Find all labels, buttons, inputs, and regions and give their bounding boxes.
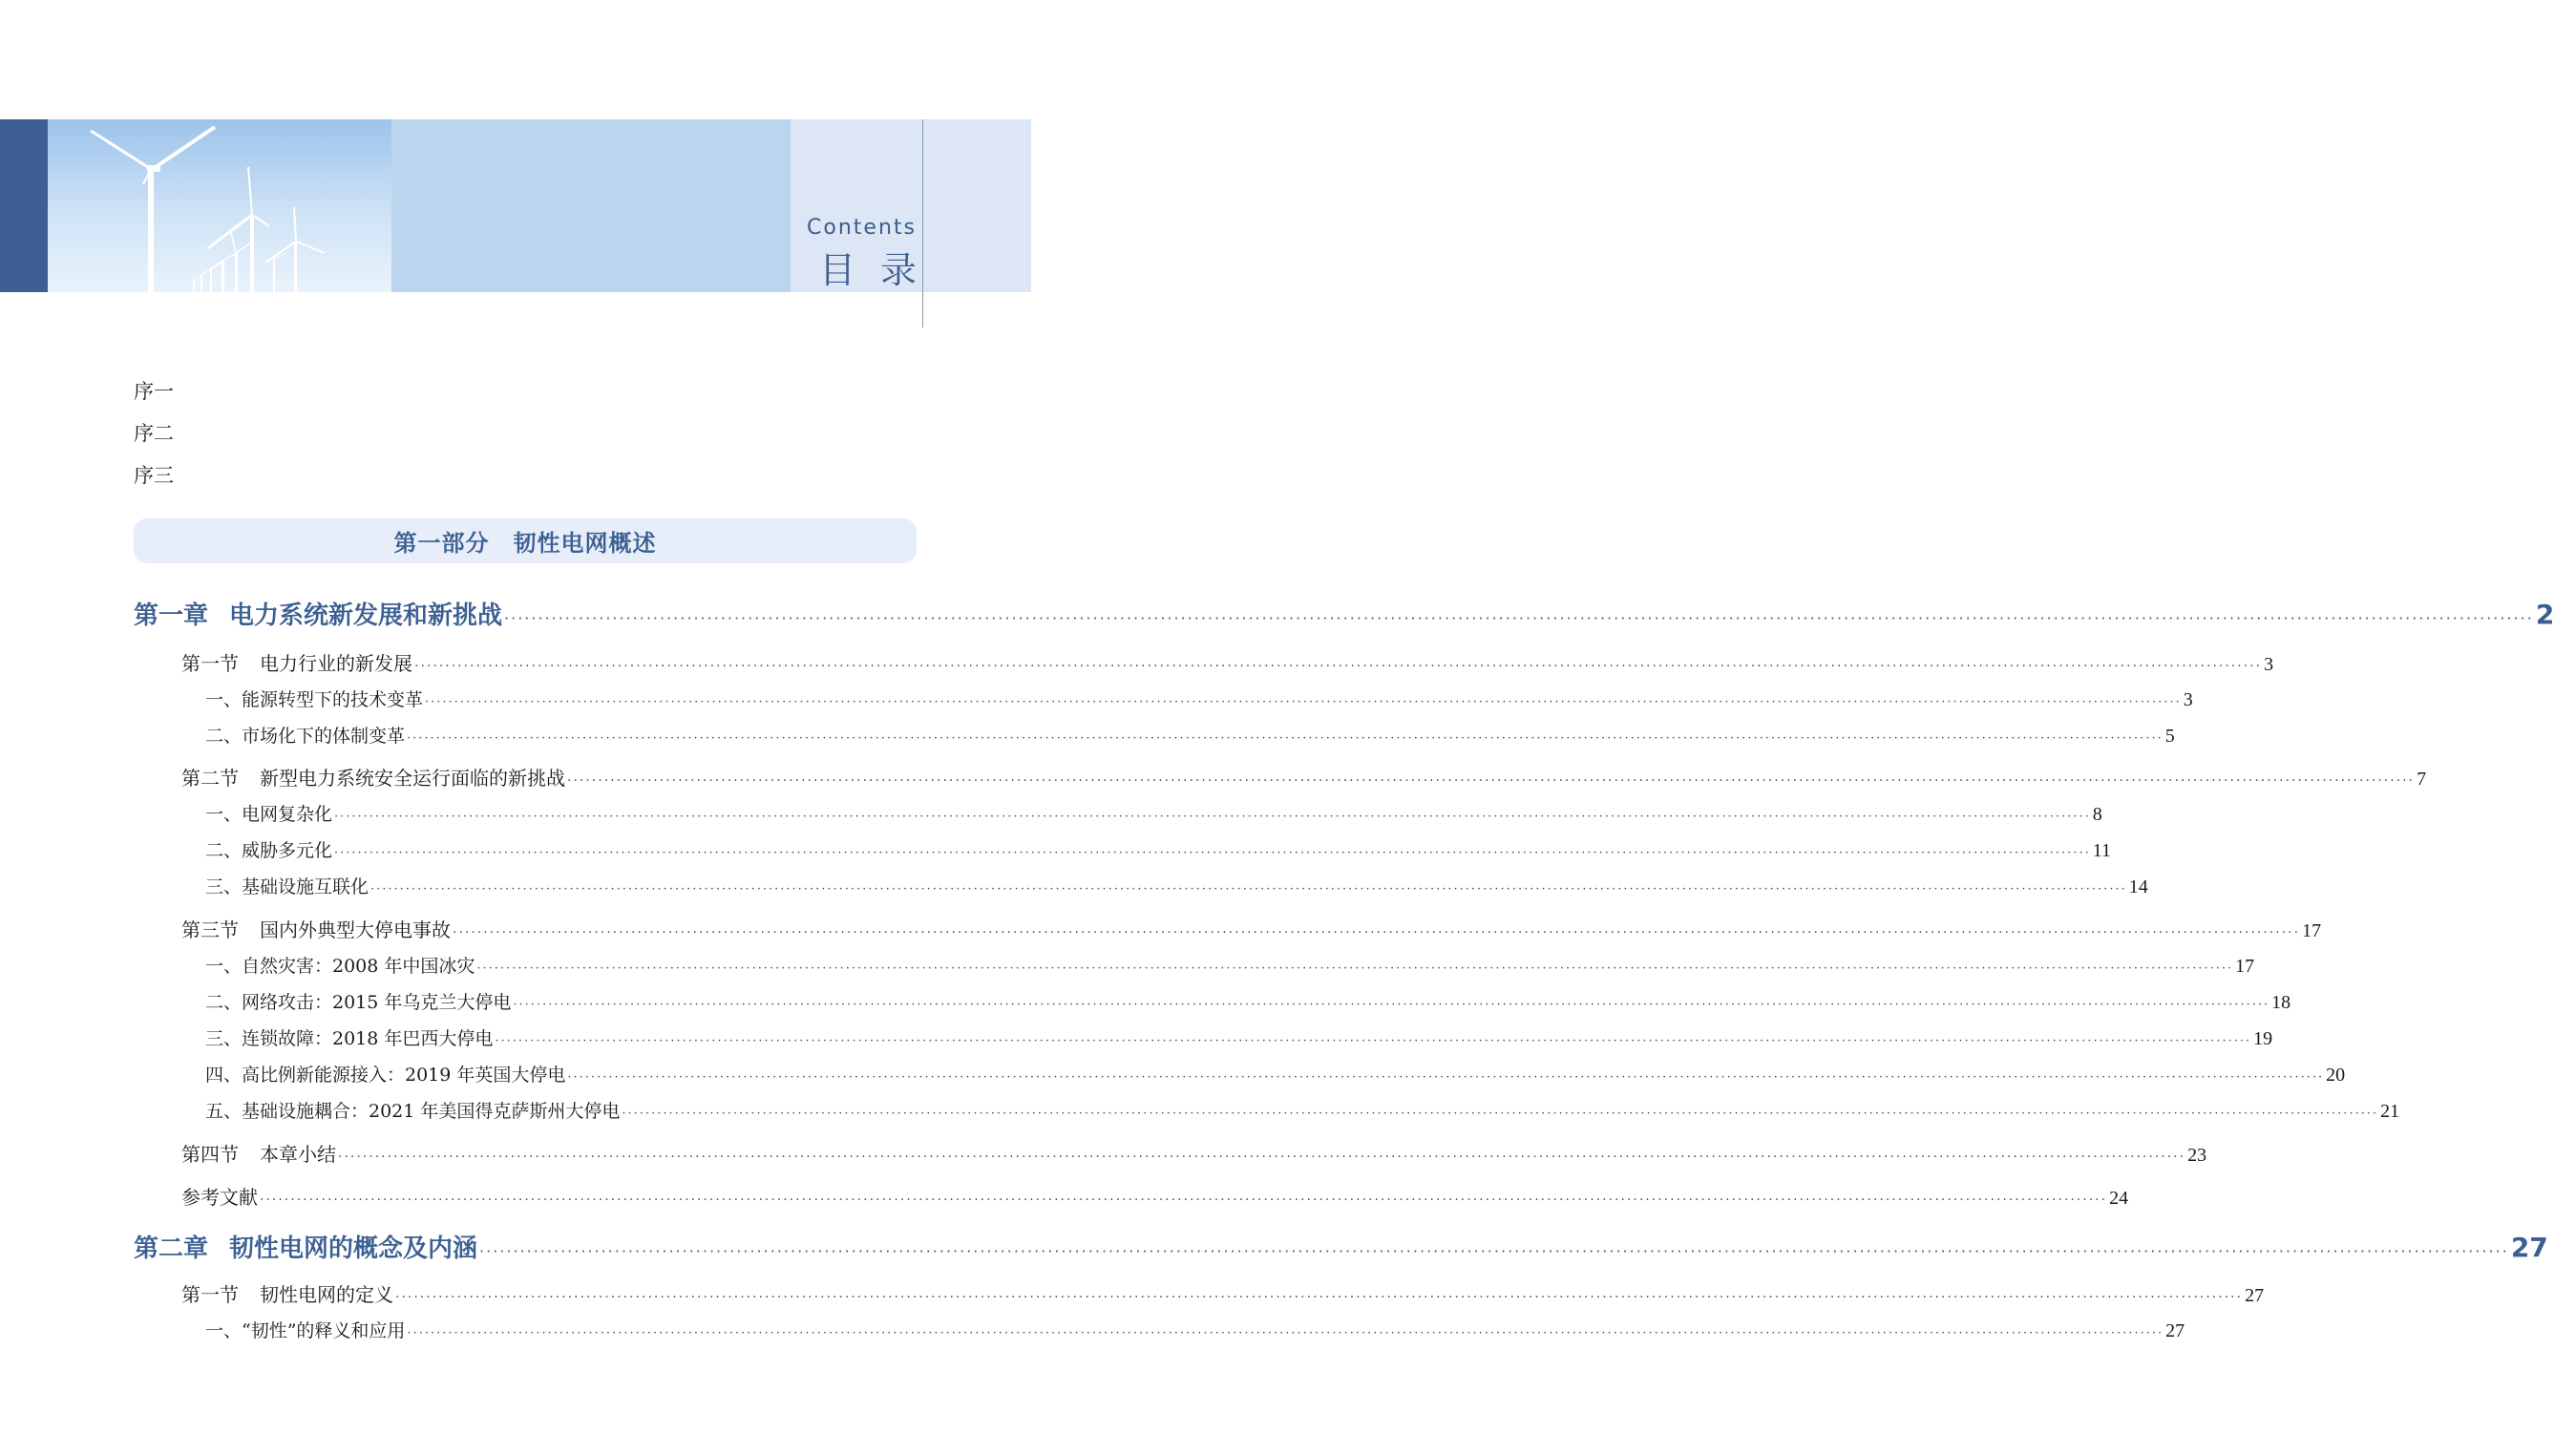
leader-dots: ············································································································································································································································································································ <box>334 810 2091 824</box>
page-number: 8 <box>2092 804 2102 825</box>
chapter-title: 电力系统新发展和新挑战 <box>229 601 503 630</box>
item-title: 二、市场化下的体制变革 <box>205 726 406 747</box>
page-number: 23 <box>2187 1145 2207 1166</box>
toc-item[interactable] <box>205 873 2148 898</box>
leader-dots: ············································································································································································································································································································ <box>407 1326 2164 1340</box>
page-number: 21 <box>2380 1101 2400 1122</box>
toc-item[interactable] <box>205 1097 2400 1123</box>
page-number: 11 <box>2092 840 2111 861</box>
toc-section[interactable] <box>181 915 2322 942</box>
toc-item[interactable] <box>205 988 2291 1014</box>
toc-chapter-2[interactable] <box>134 1229 2548 1264</box>
section-number: 第二节 <box>181 767 239 790</box>
toc-chapter-1[interactable] <box>134 596 2554 631</box>
chapter-number: 第一章 <box>134 601 209 630</box>
page-number: 7 <box>2417 769 2427 790</box>
leader-dots: ············································································································································································································································································································ <box>370 882 2127 897</box>
header-color-band <box>391 119 791 292</box>
header-divider <box>922 119 923 327</box>
section-title: 韧性电网的定义 <box>260 1283 393 1306</box>
page-number: 19 <box>2253 1028 2273 1049</box>
leader-dots: ············································································································································································································································································································ <box>479 1242 2509 1260</box>
section-number: 第一节 <box>181 652 239 675</box>
section-title: 电力行业的新发展 <box>260 652 412 675</box>
item-title: 一、自然灾害：2008 年中国冰灾 <box>205 956 475 977</box>
leader-dots: ············································································································································································································································································································ <box>504 609 2534 627</box>
page-number: 27 <box>2510 1232 2548 1263</box>
page-number: 5 <box>2164 726 2175 747</box>
leader-dots: ············································································································································································································································································································ <box>495 1034 2252 1048</box>
leader-dots: ············································································································································································································································································································ <box>425 695 2182 709</box>
page-number: 2 <box>2535 599 2554 630</box>
toc-section[interactable] <box>181 763 2427 791</box>
toc-section[interactable] <box>181 1279 2265 1307</box>
preface-2[interactable]: 序二 <box>134 422 174 445</box>
page-number: 3 <box>2264 654 2274 675</box>
leader-dots: ············································································································································································································································································································ <box>513 998 2270 1012</box>
page-number: 24 <box>2109 1188 2129 1209</box>
toc-item[interactable] <box>205 686 2193 711</box>
item-title: 二、威胁多元化 <box>205 840 333 861</box>
section-title: 参考文献 <box>181 1186 258 1209</box>
item-title: 一、电网复杂化 <box>205 804 333 825</box>
page-number: 27 <box>2165 1320 2185 1341</box>
item-title: 一、能源转型下的技术变革 <box>205 689 424 710</box>
chapter-number: 第二章 <box>134 1234 209 1263</box>
section-number: 第一节 <box>181 1283 239 1306</box>
toc-section[interactable] <box>181 648 2274 676</box>
item-title: 三、基础设施互联化 <box>205 876 369 897</box>
page-number: 3 <box>2183 689 2193 710</box>
wind-turbines-image <box>48 119 391 292</box>
part-heading <box>134 518 917 563</box>
header-color-band <box>0 119 48 292</box>
item-title: 二、网络攻击：2015 年乌克兰大停电 <box>205 992 512 1013</box>
leader-dots: ············································································································································································································································································································ <box>395 1290 2244 1305</box>
toc-item[interactable] <box>205 836 2111 862</box>
contents-title-en: Contents <box>807 216 917 240</box>
page-number: 20 <box>2326 1065 2346 1086</box>
item-title: 三、连锁故障：2018 年巴西大停电 <box>205 1028 494 1049</box>
toc-item[interactable] <box>205 1061 2346 1087</box>
toc-references[interactable] <box>181 1182 2129 1210</box>
leader-dots: ············································································································································································································································································································ <box>567 773 2416 789</box>
toc-item[interactable] <box>205 1024 2273 1050</box>
section-number: 第三节 <box>181 918 239 941</box>
leader-dots: ············································································································································································································································································································ <box>414 659 2263 674</box>
section-title: 本章小结 <box>260 1143 336 1166</box>
leader-dots: ············································································································································································································································································································ <box>407 731 2164 746</box>
leader-dots: ············································································································································································································································································································ <box>622 1107 2379 1121</box>
toc-item[interactable] <box>205 722 2175 748</box>
section-title: 国内外典型大停电事故 <box>260 918 451 941</box>
contents-title-zh: 目录 <box>819 249 942 291</box>
toc-item[interactable] <box>205 1317 2185 1342</box>
item-title: 五、基础设施耦合：2021 年美国得克萨斯州大停电 <box>205 1101 621 1122</box>
toc-item[interactable] <box>205 952 2255 978</box>
page-number: 17 <box>2302 920 2322 941</box>
chapter-title: 韧性电网的概念及内涵 <box>229 1234 478 1263</box>
leader-dots: ············································································································································································································································································································ <box>338 1150 2186 1165</box>
preface-3[interactable]: 序三 <box>134 464 174 487</box>
section-number: 第四节 <box>181 1143 239 1166</box>
item-title: 四、高比例新能源接入：2019 年英国大停电 <box>205 1065 566 1086</box>
toc-section[interactable] <box>181 1139 2207 1167</box>
page-number: 14 <box>2128 876 2148 897</box>
leader-dots: ············································································································································································································································································································ <box>567 1070 2325 1085</box>
page-number: 27 <box>2245 1285 2265 1306</box>
leader-dots: ············································································································································································································································································································ <box>453 925 2301 940</box>
section-title: 新型电力系统安全运行面临的新挑战 <box>260 767 565 790</box>
leader-dots: ············································································································································································································································································································ <box>260 1192 2108 1208</box>
toc-item[interactable] <box>205 800 2102 826</box>
leader-dots: ············································································································································································································································································································ <box>476 961 2234 976</box>
part-title: 第一部分 韧性电网概述 <box>393 530 657 557</box>
page-number: 17 <box>2235 956 2255 977</box>
preface-1[interactable]: 序一 <box>134 380 174 403</box>
page-number: 18 <box>2271 992 2291 1013</box>
item-title: 一、“韧性”的释义和应用 <box>205 1320 406 1341</box>
leader-dots: ············································································································································································································································································································ <box>334 846 2091 860</box>
